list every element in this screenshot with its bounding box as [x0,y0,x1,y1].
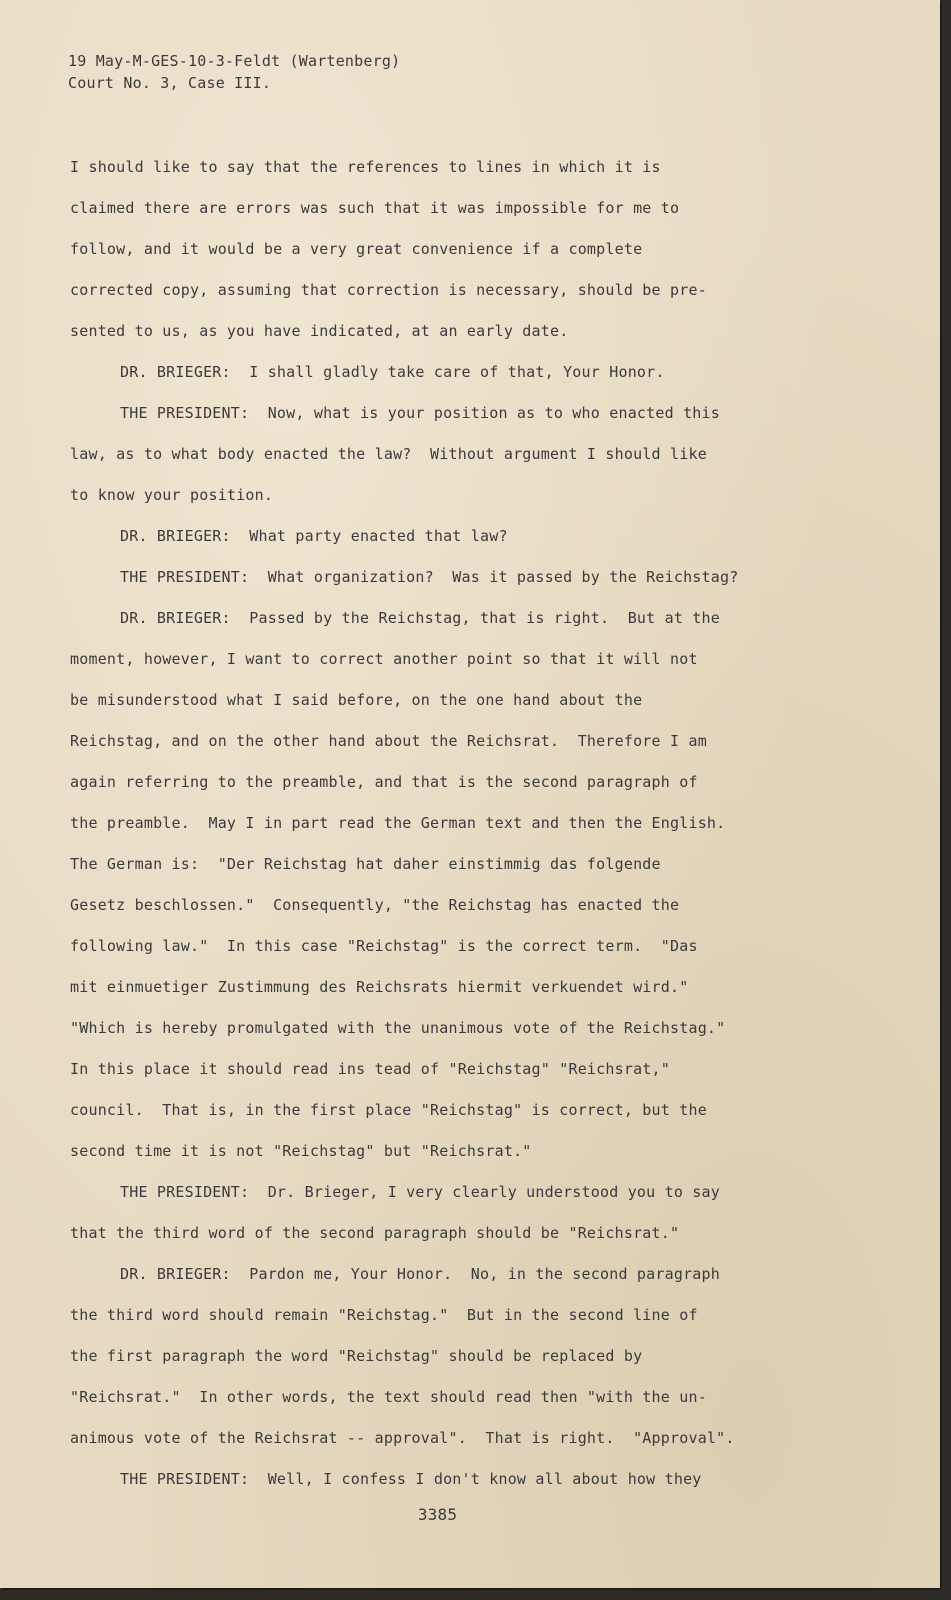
transcript-line: mit einmuetiger Zustimmung des Reichsrats hiermit verkuendet wird." [70,978,689,996]
transcript-line: I should like to say that the references to lines in which it is [70,158,661,176]
transcript-body [70,147,810,1500]
transcript-line: the first paragraph the word "Reichstag" should be replaced by [70,1347,643,1365]
transcript-line: DR. BRIEGER: What party enacted that law? [120,527,508,545]
document-header [68,50,400,94]
transcript-line: The German is: "Der Reichstag hat daher einstimmig das folgende [70,855,661,873]
transcript-line: THE PRESIDENT: Dr. Brieger, I very clearly understood you to say [120,1183,720,1201]
transcript-line: council. That is, in the first place "Reichstag" is correct, but the [70,1101,707,1119]
transcript-line: moment, however, I want to correct another point so that it will not [70,650,698,668]
page-number: 3385 [417,1505,458,1524]
transcript-line: following law." In this case "Reichstag" is the correct term. "Das [70,937,698,955]
transcript-line: animous vote of the Reichsrat -- approval". That is right. "Approval". [70,1429,735,1447]
transcript-line: corrected copy, assuming that correction is necessary, should be pre- [70,281,707,299]
transcript-line: sented to us, as you have indicated, at an early date. [70,322,569,340]
transcript-line: DR. BRIEGER: Passed by the Reichstag, that is right. But at the [120,609,720,627]
transcript-line: THE PRESIDENT: Now, what is your position as to who enacted this [120,404,720,422]
transcript-line: to know your position. [70,486,274,504]
transcript-line: law, as to what body enacted the law? Without argument I should like [70,445,707,463]
transcript-line: THE PRESIDENT: What organization? Was it passed by the Reichstag? [120,568,739,586]
transcript-line: follow, and it would be a very great convenience if a complete [70,240,643,258]
header-case-line: 19 May-M-GES-10-3-Feldt (Wartenberg) [68,52,401,70]
transcript-line: the third word should remain "Reichstag." But in the second line of [70,1306,698,1324]
transcript-line: Reichstag, and on the other hand about the Reichsrat. Therefore I am [70,732,707,750]
transcript-line: DR. BRIEGER: Pardon me, Your Honor. No, in the second paragraph [120,1265,720,1283]
transcript-line: Gesetz beschlossen." Consequently, "the Reichstag has enacted the [70,896,680,914]
transcript-line: second time it is not "Reichstag" but "Reichsrat." [70,1142,532,1160]
transcript-line: that the third word of the second paragraph should be "Reichsrat." [70,1224,680,1242]
transcript-line: be misunderstood what I said before, on the one hand about the [70,691,643,709]
transcript-line: "Reichsrat." In other words, the text should read then "with the un- [70,1388,707,1406]
header-court-line: Court No. 3, Case III. [68,74,272,92]
transcript-line: the preamble. May I in part read the German text and then the English. [70,814,726,832]
transcript-line: THE PRESIDENT: Well, I confess I don't know all about how they [120,1470,702,1488]
transcript-line: "Which is hereby promulgated with the unanimous vote of the Reichstag." [70,1019,726,1037]
transcript-line: DR. BRIEGER: I shall gladly take care of that, Your Honor. [120,363,665,381]
transcript-line: again referring to the preamble, and that is the second paragraph of [70,773,698,791]
transcript-line: claimed there are errors was such that it was impossible for me to [70,199,680,217]
transcript-line: In this place it should read ins tead of "Reichstag" "Reichsrat," [70,1060,670,1078]
